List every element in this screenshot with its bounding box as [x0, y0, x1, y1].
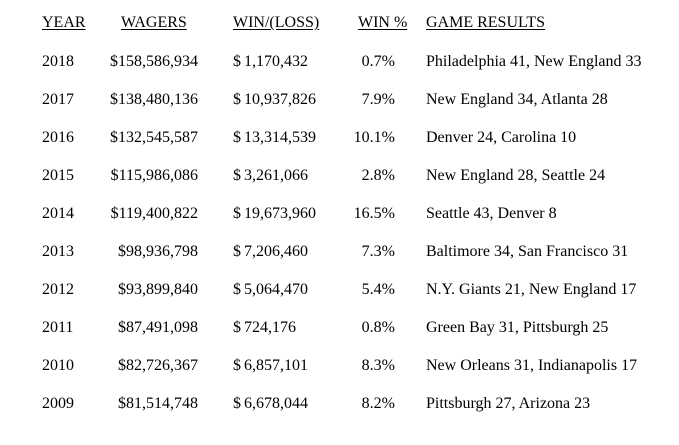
win-loss-amount: 7,206,460: [244, 243, 308, 260]
header-game-results: GAME RESULTS: [426, 14, 545, 31]
year-cell: 2012: [42, 281, 74, 298]
year-cell: 2017: [42, 91, 74, 108]
header-wagers: WAGERS: [121, 14, 187, 31]
game-result-cell: Denver 24, Carolina 10: [426, 129, 577, 146]
wagers-cell: $87,491,098: [118, 319, 198, 336]
win-loss-cell: [233, 126, 316, 150]
wagers-cell: $119,400,822: [110, 205, 198, 222]
table-row: [0, 392, 679, 416]
wagers-cell: $81,514,748: [118, 395, 198, 412]
win-loss-amount: 19,673,960: [244, 205, 316, 222]
win-loss-cell: [233, 202, 316, 226]
year-cell: 2013: [42, 243, 74, 260]
win-pct-cell: 8.2%: [361, 395, 395, 412]
wagers-cell: $132,545,587: [110, 129, 198, 146]
win-loss-currency-sign: $: [233, 319, 241, 336]
header-win-pct: WIN %: [358, 14, 408, 31]
win-loss-amount: 10,937,826: [244, 91, 316, 108]
win-loss-amount: 1,170,432: [244, 53, 308, 70]
year-cell: 2018: [42, 53, 74, 70]
win-loss-cell: [233, 316, 296, 340]
year-cell: 2010: [42, 357, 74, 374]
win-loss-amount: 724,176: [244, 319, 296, 336]
win-loss-currency-sign: $: [233, 395, 241, 412]
year-cell: 2016: [42, 129, 74, 146]
wagers-cell: $158,586,934: [110, 53, 198, 70]
win-loss-amount: 13,314,539: [244, 129, 316, 146]
win-pct-cell: 16.5%: [353, 205, 395, 222]
game-result-cell: New England 28, Seattle 24: [426, 167, 606, 184]
header-year: YEAR: [42, 14, 86, 31]
win-pct-cell: 0.7%: [361, 53, 395, 70]
year-cell: 2011: [42, 319, 74, 336]
game-result-cell: N.Y. Giants 21, New England 17: [426, 281, 637, 298]
table-row: [0, 50, 679, 74]
table-row: [0, 88, 679, 112]
game-result-cell: New Orleans 31, Indianapolis 17: [426, 357, 638, 374]
win-pct-cell: 7.3%: [361, 243, 395, 260]
win-loss-cell: [233, 50, 308, 74]
win-loss-cell: [233, 240, 308, 264]
win-pct-cell: 7.9%: [361, 91, 395, 108]
wagers-cell: $93,899,840: [118, 281, 198, 298]
win-pct-cell: 10.1%: [353, 129, 395, 146]
table-row: [0, 202, 679, 226]
win-pct-cell: 8.3%: [361, 357, 395, 374]
win-pct-cell: 0.8%: [361, 319, 395, 336]
win-pct-cell: 2.8%: [361, 167, 395, 184]
table-row: [0, 164, 679, 188]
table-row: [0, 240, 679, 264]
year-cell: 2015: [42, 167, 74, 184]
win-loss-currency-sign: $: [233, 205, 241, 222]
wagers-cell: $98,936,798: [118, 243, 198, 260]
table-row: [0, 316, 679, 340]
win-loss-currency-sign: $: [233, 357, 241, 374]
win-loss-currency-sign: $: [233, 91, 241, 108]
win-loss-currency-sign: $: [233, 129, 241, 146]
win-loss-cell: [233, 278, 308, 302]
wagers-cell: $82,726,367: [118, 357, 198, 374]
header-win-loss: WIN/(LOSS): [233, 14, 320, 31]
table-row: [0, 278, 679, 302]
win-loss-cell: [233, 354, 308, 378]
game-result-cell: Baltimore 34, San Francisco 31: [426, 243, 629, 260]
win-loss-amount: 3,261,066: [244, 167, 308, 184]
win-loss-currency-sign: $: [233, 243, 241, 260]
table-row: [0, 354, 679, 378]
game-result-cell: Seattle 43, Denver 8: [426, 205, 557, 222]
table-header: [0, 11, 679, 35]
win-loss-currency-sign: $: [233, 53, 241, 70]
game-result-cell: New England 34, Atlanta 28: [426, 91, 608, 108]
win-loss-cell: [233, 88, 316, 112]
year-cell: 2009: [42, 395, 74, 412]
win-loss-currency-sign: $: [233, 167, 241, 184]
game-result-cell: Philadelphia 41, New England 33: [426, 53, 642, 70]
game-result-cell: Green Bay 31, Pittsburgh 25: [426, 319, 609, 336]
win-loss-amount: 6,678,044: [244, 395, 308, 412]
win-loss-cell: [233, 392, 308, 416]
win-loss-amount: 5,064,470: [244, 281, 308, 298]
game-result-cell: Pittsburgh 27, Arizona 23: [426, 395, 591, 412]
win-loss-currency-sign: $: [233, 281, 241, 298]
win-loss-cell: [233, 164, 308, 188]
win-pct-cell: 5.4%: [361, 281, 395, 298]
wagers-cell: $115,986,086: [110, 167, 198, 184]
wagers-cell: $138,480,136: [110, 91, 198, 108]
table-row: [0, 126, 679, 150]
win-loss-amount: 6,857,101: [244, 357, 308, 374]
year-cell: 2014: [42, 205, 74, 222]
